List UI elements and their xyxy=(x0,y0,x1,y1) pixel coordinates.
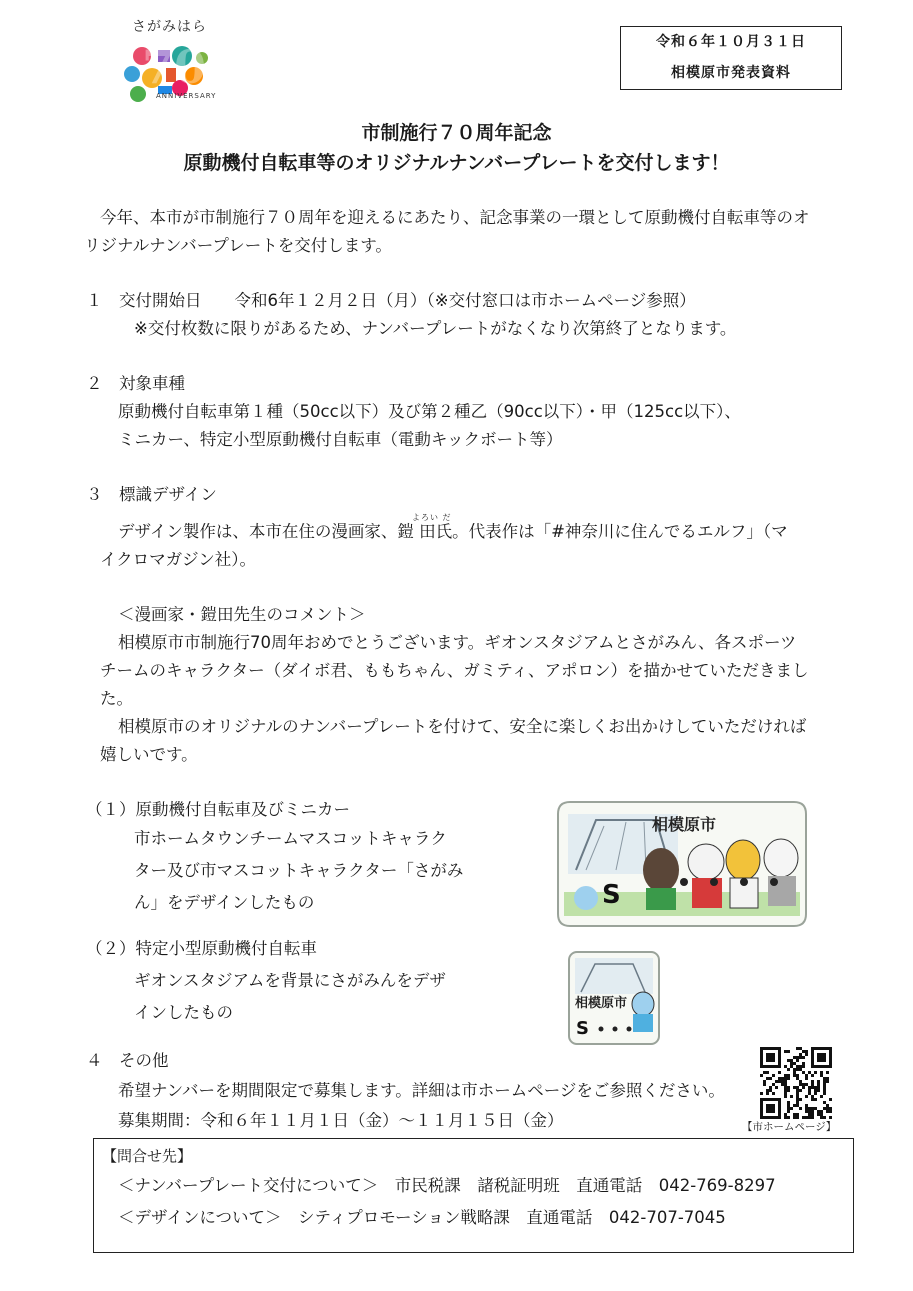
plate-2-city: 相模原市 xyxy=(575,996,628,1011)
logo-number: 70 xyxy=(142,40,207,94)
name-ruby: よろい だ xyxy=(412,513,452,522)
release-info-box xyxy=(620,26,842,90)
design-1-heading: （１）原動機付自転車及びミニカー xyxy=(86,800,350,819)
comment-line-4: 相模原市のオリジナルのナンバープレートを付けて、安全に楽しくお出かけしていただければ xyxy=(118,717,807,736)
design-2-heading: （２）特定小型原動機付自転車 xyxy=(86,939,317,958)
contact-box xyxy=(93,1138,854,1253)
section-3-heading: ３ 標識デザイン xyxy=(86,485,217,504)
comment-heading: ＜漫画家・鎧田先生のコメント＞ xyxy=(118,605,366,624)
plate-1-letter: S xyxy=(602,880,621,910)
section-3-line-2: イクロマガジン社）。 xyxy=(100,550,257,569)
section-3-line-1: デザイン製作は、本市在住の漫画家、鎧 田氏。代表作は「#神奈川に住んでるエルフ」（マ xyxy=(118,522,788,541)
section-2-line-1: 原動機付自転車第１種（50cc以下）及び第２種乙（90cc以下）・甲（125cc以下）、 xyxy=(118,402,741,421)
contact-line-2: ＜デザインについて＞ シティプロモーション戦略課 直通電話 042-707-7045 xyxy=(118,1208,726,1227)
section-1-heading: １ 交付開始日 令和6年１２月２日（月）（※交付窓口は市ホームページ参照） xyxy=(86,291,696,310)
title-line-2: 原動機付自転車等のオリジナルナンバープレートを交付します！ xyxy=(183,152,730,174)
qr-code-icon[interactable] xyxy=(760,1047,832,1119)
section-2-heading: ２ 対象車種 xyxy=(86,374,185,393)
section-1-note: ※交付枚数に限りがあるため、ナンバープレートがなくなり次第終了となります。 xyxy=(134,319,737,338)
plate-image-moped xyxy=(556,800,808,928)
intro-line-2: リジナルナンバープレートを交付します。 xyxy=(84,236,392,255)
qr-pattern-icon xyxy=(760,1047,832,1119)
plate-image-kickboard xyxy=(567,950,661,1046)
release-date: 令和６年１０月３１日 xyxy=(656,34,806,50)
comment-line-2: チームのキャラクター（ダイボ君、ももちゃん、ガミティ、アポロン）を描かせていただきまし xyxy=(100,661,809,680)
plate-2-letter: S xyxy=(576,1018,589,1039)
design-1-line-1: 市ホームタウンチームマスコットキャラク xyxy=(134,829,447,848)
design-2-line-1: ギオンスタジアムを背景にさがみんをデザ xyxy=(134,971,446,990)
design-1-line-2: ター及び市マスコットキャラクター「さがみ xyxy=(134,861,464,880)
comment-line-3: た。 xyxy=(100,689,133,708)
design-2-line-2: インしたもの xyxy=(134,1003,233,1022)
section-4-line-1: 希望ナンバーを期間限定で募集します。詳細は市ホームページをご参照ください。 xyxy=(118,1081,725,1100)
design-1-line-3: ん」をデザインしたもの xyxy=(134,893,315,912)
contact-heading: 【問合せ先】 xyxy=(102,1147,193,1165)
qr-caption: 【市ホームページ】 xyxy=(742,1121,837,1133)
intro-line-1: 今年、本市が市制施行７０周年を迎えるにあたり、記念事業の一環として原動機付自転車等のオ xyxy=(100,208,810,227)
logo-text: さがみはら xyxy=(132,19,207,35)
release-source: 相模原市発表資料 xyxy=(671,65,791,81)
title-line-1: 市制施行７０周年記念 xyxy=(361,122,552,144)
comment-line-5: 嬉しいです。 xyxy=(100,745,198,764)
comment-line-1: 相模原市市制施行70周年おめでとうございます。ギオンスタジアムとさがみん、各スポーツ xyxy=(118,633,797,652)
plate-1-city: 相模原市 xyxy=(652,815,717,834)
anniversary-logo xyxy=(118,16,216,106)
section-4-heading: ４ その他 xyxy=(86,1051,169,1070)
section-2-line-2: ミニカー、特定小型原動機付自転車（電動キックボート等） xyxy=(118,430,563,449)
contact-line-1: ＜ナンバープレート交付について＞ 市民税課 諸税証明班 直通電話 042-769-8297 xyxy=(118,1176,776,1195)
section-4-line-2: 募集期間：令和６年１１月１日（金）～１１月１５日（金） xyxy=(118,1111,564,1130)
logo-sub: ANNIVERSARY xyxy=(156,92,217,100)
